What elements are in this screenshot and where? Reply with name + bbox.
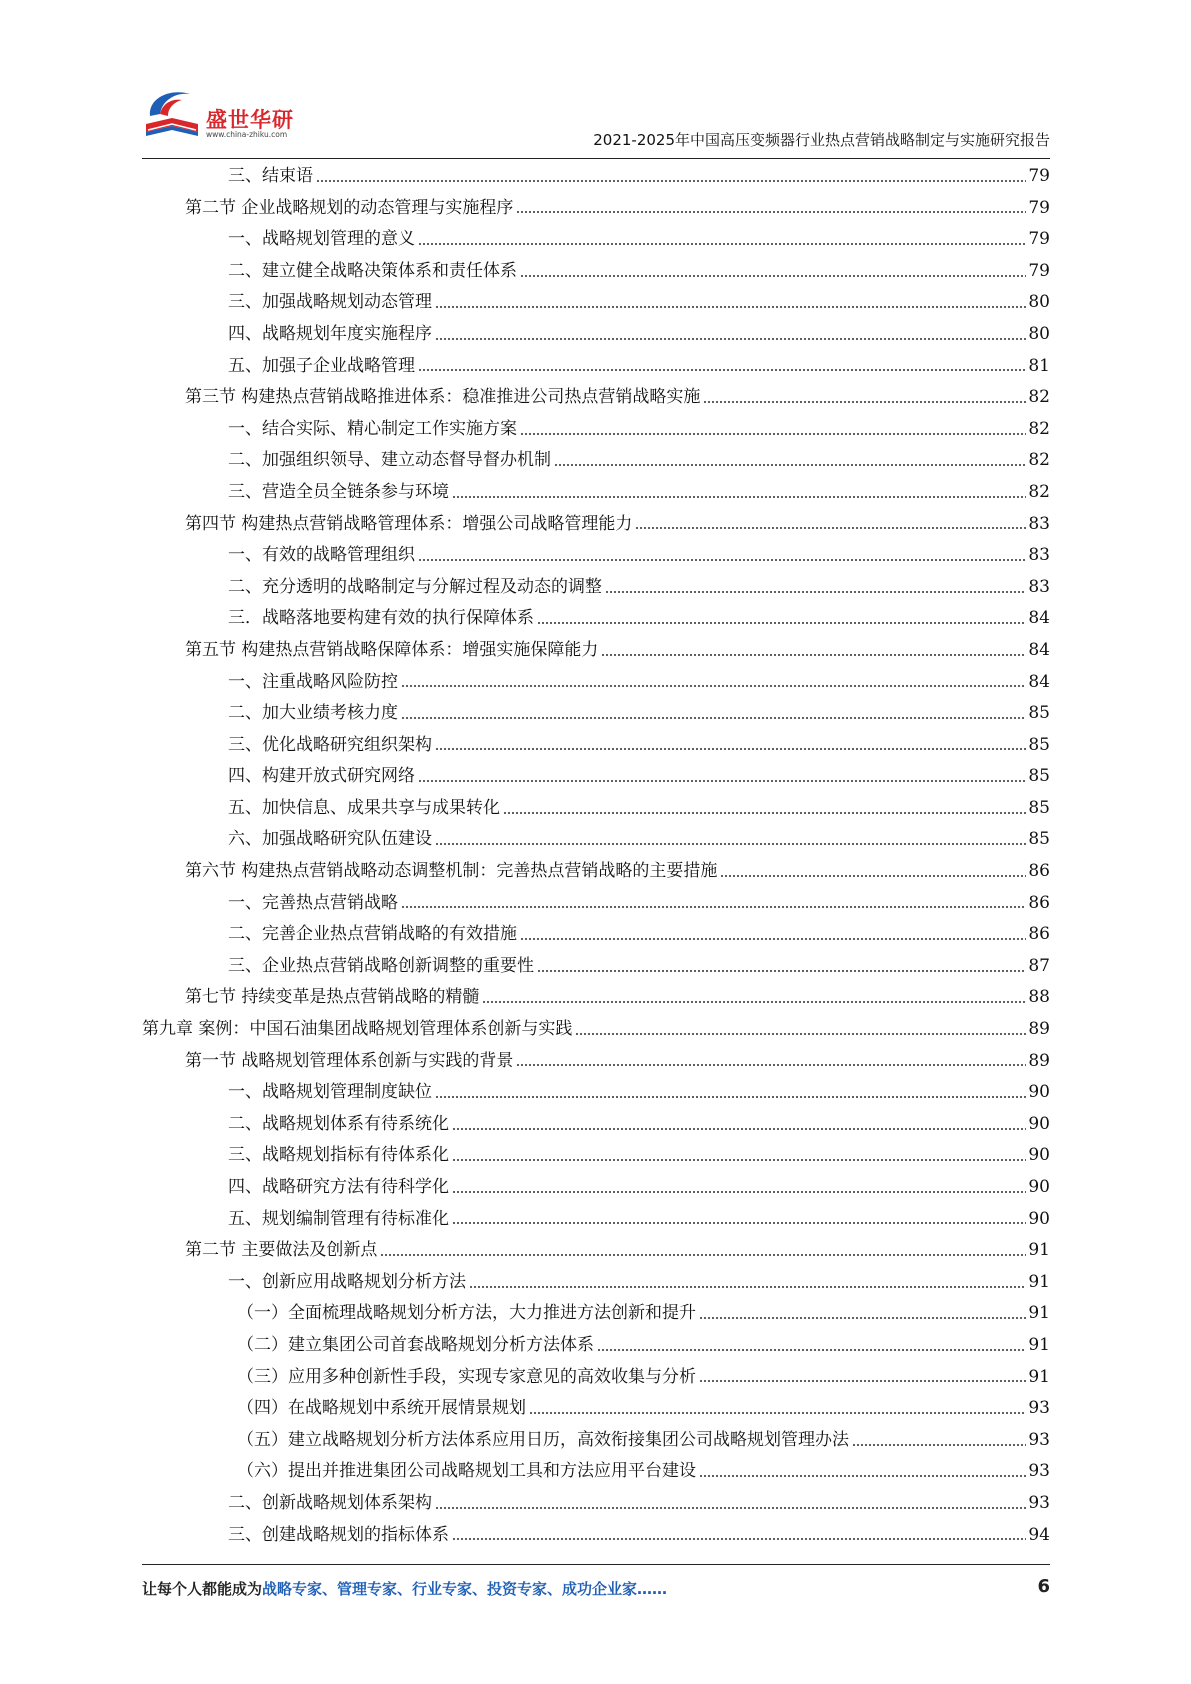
toc-entry-title: 三、战略规划指标有待体系化: [228, 1145, 449, 1166]
toc-entry-page: 91: [1028, 1271, 1050, 1292]
toc-entry[interactable]: [142, 982, 1050, 1014]
toc-entry[interactable]: [142, 445, 1050, 477]
toc-entry[interactable]: [142, 1298, 1050, 1330]
toc-dot-leader: [452, 1188, 1026, 1196]
toc-dot-leader: [452, 1156, 1026, 1164]
toc-entry[interactable]: [142, 414, 1050, 446]
toc-dot-leader: [435, 1504, 1026, 1512]
toc-entry[interactable]: [142, 540, 1050, 572]
toc-dot-leader: [452, 1219, 1026, 1227]
toc-entry-page: 82: [1028, 481, 1050, 502]
logo-url: www.china-zhiku.com: [206, 130, 288, 139]
toc-entry[interactable]: [142, 382, 1050, 414]
toc-entry-title: （三）应用多种创新性手段，实现专家意见的高效收集与分析: [237, 1366, 696, 1387]
toc-entry-page: 85: [1028, 766, 1050, 787]
toc-dot-leader: [469, 1283, 1026, 1291]
toc-entry-title: 第六节 构建热点营销战略动态调整机制：完善热点营销战略的主要措施: [185, 861, 718, 882]
toc-entry-title: 二、加强组织领导、建立动态督导督办机制: [228, 450, 551, 471]
toc-entry-page: 89: [1028, 1050, 1050, 1071]
toc-entry-page: 83: [1028, 513, 1050, 534]
toc-dot-leader: [852, 1441, 1026, 1449]
toc-entry-page: 84: [1028, 608, 1050, 629]
toc-dot-leader: [699, 1472, 1026, 1480]
toc-entry[interactable]: [142, 1172, 1050, 1204]
toc-entry-title: 第五节 构建热点营销战略保障体系：增强实施保障能力: [185, 639, 599, 660]
toc-entry-title: 一、战略规划管理的意义: [228, 229, 415, 250]
toc-entry[interactable]: [142, 888, 1050, 920]
toc-entry[interactable]: [142, 793, 1050, 825]
toc-dot-leader: [699, 1377, 1026, 1385]
toc-entry-title: （五）建立战略规划分析方法体系应用日历，高效衔接集团公司战略规划管理办法: [237, 1429, 849, 1450]
toc-entry[interactable]: [142, 635, 1050, 667]
toc-entry[interactable]: [142, 1014, 1050, 1046]
logo-name: 盛世华研: [206, 108, 294, 132]
toc-entry-page: 91: [1028, 1303, 1050, 1324]
report-title: 2021-2025年中国高压变频器行业热点营销战略制定与实施研究报告: [593, 131, 1050, 149]
toc-entry[interactable]: [142, 1267, 1050, 1299]
toc-entry-page: 80: [1028, 323, 1050, 344]
toc-entry-title: 第一节 战略规划管理体系创新与实践的背景: [185, 1050, 514, 1071]
toc-dot-leader: [435, 303, 1026, 311]
toc-dot-leader: [418, 240, 1026, 248]
toc-dot-leader: [418, 366, 1026, 374]
toc-entry-title: 三、加强战略规划动态管理: [228, 292, 432, 313]
toc-entry-page: 79: [1028, 197, 1050, 218]
toc-entry-title: 五、加强子企业战略管理: [228, 355, 415, 376]
toc-entry-title: 一、完善热点营销战略: [228, 892, 398, 913]
toc-dot-leader: [554, 461, 1026, 469]
toc-dot-leader: [699, 1314, 1026, 1322]
toc-entry-page: 82: [1028, 450, 1050, 471]
toc-entry-title: 二、建立健全战略决策体系和责任体系: [228, 260, 517, 281]
toc-entry-title: 二、加大业绩考核力度: [228, 703, 398, 724]
toc-dot-leader: [482, 998, 1026, 1006]
page-header: [142, 86, 1050, 156]
toc-entry[interactable]: [142, 856, 1050, 888]
toc-entry-title: 三、营造全员全链条参与环境: [228, 481, 449, 502]
toc-entry-page: 83: [1028, 576, 1050, 597]
toc-entry-title: （二）建立集团公司首套战略规划分析方法体系: [237, 1334, 594, 1355]
toc-entry-title: 第二节 企业战略规划的动态管理与实施程序: [185, 197, 514, 218]
toc-entry-page: 83: [1028, 545, 1050, 566]
toc-entry-page: 86: [1028, 924, 1050, 945]
toc-entry[interactable]: [142, 1488, 1050, 1520]
toc-entry[interactable]: [142, 1362, 1050, 1394]
toc-entry-page: 79: [1028, 260, 1050, 281]
toc-dot-leader: [452, 493, 1026, 501]
toc-entry-page: 81: [1028, 355, 1050, 376]
toc-entry-page: 90: [1028, 1145, 1050, 1166]
toc-entry[interactable]: [142, 603, 1050, 635]
toc-entry-page: 86: [1028, 861, 1050, 882]
toc-entry[interactable]: [142, 1109, 1050, 1141]
toc-entry-page: 82: [1028, 418, 1050, 439]
toc-entry-page: 85: [1028, 703, 1050, 724]
toc-entry-title: 四、战略规划年度实施程序: [228, 323, 432, 344]
toc-dot-leader: [516, 208, 1026, 216]
toc-entry-title: 一、注重战略风险防控: [228, 671, 398, 692]
toc-entry-title: 二、战略规划体系有待系统化: [228, 1113, 449, 1134]
toc-entry-title: 第七节 持续变革是热点营销战略的精髓: [185, 987, 480, 1008]
toc-entry-title: 一、结合实际、精心制定工作实施方案: [228, 418, 517, 439]
toc-dot-leader: [635, 524, 1026, 532]
toc-entry-page: 94: [1028, 1524, 1050, 1545]
toc-dot-leader: [537, 619, 1026, 627]
toc-entry-page: 87: [1028, 955, 1050, 976]
toc-entry-title: 一、创新应用战略规划分析方法: [228, 1271, 466, 1292]
toc-entry-title: 三、优化战略研究组织架构: [228, 734, 432, 755]
toc-entry-title: 四、战略研究方法有待科学化: [228, 1177, 449, 1197]
toc-entry-title: 一、战略规划管理制度缺位: [228, 1082, 432, 1103]
toc-dot-leader: [520, 272, 1026, 280]
toc-entry-page: 84: [1028, 671, 1050, 692]
toc-dot-leader: [380, 1251, 1026, 1259]
toc-entry-page: 91: [1028, 1334, 1050, 1355]
toc-entry-title: 第九章 案例：中国石油集团战略规划管理体系创新与实践: [142, 1019, 573, 1040]
toc-entry[interactable]: [142, 1520, 1050, 1552]
toc-entry[interactable]: [142, 1235, 1050, 1267]
toc-entry[interactable]: [142, 761, 1050, 793]
toc-dot-leader: [516, 1061, 1026, 1069]
toc-entry-title: 一、有效的战略管理组织: [228, 545, 415, 566]
toc-entry-page: 79: [1028, 166, 1050, 186]
toc-dot-leader: [520, 430, 1026, 438]
toc-entry-page: 91: [1028, 1366, 1050, 1387]
toc-entry-title: （四）在战略规划中系统开展情景规划: [237, 1398, 526, 1419]
toc-entry-title: （六）提出并推进集团公司战略规划工具和方法应用平台建设: [237, 1461, 696, 1482]
toc-entry-page: 85: [1028, 734, 1050, 755]
toc-entry-page: 93: [1028, 1429, 1050, 1450]
toc-entry[interactable]: [142, 698, 1050, 730]
toc-entry-title: （一）全面梳理战略规划分析方法，大力推进方法创新和提升: [237, 1303, 696, 1324]
toc-dot-leader: [720, 872, 1026, 880]
toc-entry[interactable]: [142, 1393, 1050, 1425]
toc-entry[interactable]: [142, 730, 1050, 762]
toc-entry-title: 三、创建战略规划的指标体系: [228, 1524, 449, 1545]
company-logo: [142, 86, 332, 146]
toc-entry-page: 82: [1028, 387, 1050, 408]
toc-entry-title: 第二节 主要做法及创新点: [185, 1240, 378, 1261]
toc-entry-page: 85: [1028, 829, 1050, 850]
toc-entry[interactable]: [142, 572, 1050, 604]
toc-entry-title: 五、加快信息、成果共享与成果转化: [228, 797, 500, 818]
toc-entry-title: 六、加强战略研究队伍建设: [228, 829, 432, 850]
toc-entry-title: 三．战略落地要构建有效的执行保障体系: [228, 608, 534, 629]
toc-entry[interactable]: [142, 161, 1050, 193]
toc-dot-leader: [575, 1030, 1026, 1038]
toc-dot-leader: [401, 903, 1026, 911]
toc-entry-title: 第三节 构建热点营销战略推进体系：稳准推进公司热点营销战略实施: [185, 387, 701, 408]
toc-entry[interactable]: [142, 1456, 1050, 1488]
toc-dot-leader: [401, 682, 1026, 690]
toc-entry-page: 90: [1028, 1113, 1050, 1134]
toc-entry[interactable]: [142, 1046, 1050, 1078]
toc-entry-page: 84: [1028, 639, 1050, 660]
toc-entry[interactable]: [142, 509, 1050, 541]
toc-dot-leader: [401, 714, 1026, 722]
toc-entry-page: 89: [1028, 1019, 1050, 1040]
toc-entry[interactable]: [142, 919, 1050, 951]
toc-dot-leader: [452, 1535, 1026, 1543]
toc-entry-page: 90: [1028, 1208, 1050, 1229]
toc-entry-title: 二、充分透明的战略制定与分解过程及动态的调整: [228, 576, 602, 597]
toc-dot-leader: [452, 1125, 1026, 1133]
toc-entry-title: 二、创新战略规划体系架构: [228, 1492, 432, 1513]
toc-dot-leader: [418, 777, 1026, 785]
toc-dot-leader: [529, 1409, 1026, 1417]
toc-entry-page: 80: [1028, 292, 1050, 313]
slogan-highlight: 战略专家、管理专家、行业专家、投资专家、成功企业家: [262, 1580, 638, 1598]
toc-entry[interactable]: [142, 1077, 1050, 1109]
toc-dot-leader: [435, 745, 1026, 753]
toc-dot-leader: [605, 588, 1026, 596]
toc-entry-title: 二、完善企业热点营销战略的有效措施: [228, 924, 517, 945]
toc-entry-page: 79: [1028, 229, 1050, 250]
page-number: 6: [1037, 1576, 1050, 1597]
toc-entry-page: 93: [1028, 1461, 1050, 1482]
toc-entry-page: 93: [1028, 1492, 1050, 1513]
toc-entry-title: 五、规划编制管理有待标准化: [228, 1208, 449, 1229]
toc-dot-leader: [435, 1093, 1026, 1101]
book-swoosh-logo-icon: [142, 86, 204, 144]
toc-entry-page: 88: [1028, 987, 1050, 1008]
toc-entry[interactable]: [142, 256, 1050, 288]
footer-divider: [142, 1564, 1050, 1565]
toc-dot-leader: [435, 335, 1026, 343]
header-divider: [142, 158, 1050, 159]
toc-entry[interactable]: [142, 1425, 1050, 1457]
toc-entry-title: 四、构建开放式研究网络: [228, 766, 415, 787]
toc-dot-leader: [597, 1346, 1026, 1354]
slogan-prefix: 让每个人都能成为: [142, 1580, 263, 1598]
toc-entry[interactable]: [142, 951, 1050, 983]
page-footer: [142, 1578, 1050, 1608]
toc-entry-page: 85: [1028, 797, 1050, 818]
toc-dot-leader: [537, 967, 1026, 975]
toc-entry[interactable]: [142, 351, 1050, 383]
toc-dot-leader: [316, 177, 1026, 185]
table-of-contents: [142, 161, 1050, 1551]
toc-entry[interactable]: [142, 1330, 1050, 1362]
toc-entry-title: 三、企业热点营销战略创新调整的重要性: [228, 955, 534, 976]
slogan-suffix: ……: [637, 1580, 668, 1598]
toc-dot-leader: [418, 556, 1026, 564]
toc-entry-title: 第四节 构建热点营销战略管理体系：增强公司战略管理能力: [185, 513, 633, 534]
toc-entry-page: 90: [1028, 1082, 1050, 1103]
toc-entry[interactable]: [142, 1204, 1050, 1236]
toc-dot-leader: [520, 935, 1026, 943]
toc-entry[interactable]: [142, 667, 1050, 699]
toc-entry-page: 93: [1028, 1398, 1050, 1419]
toc-entry[interactable]: [142, 824, 1050, 856]
toc-entry[interactable]: [142, 477, 1050, 509]
toc-dot-leader: [435, 840, 1026, 848]
toc-entry[interactable]: [142, 1140, 1050, 1172]
toc-entry-page: 91: [1028, 1240, 1050, 1261]
toc-entry[interactable]: [142, 193, 1050, 225]
toc-dot-leader: [703, 398, 1026, 406]
toc-entry[interactable]: [142, 287, 1050, 319]
toc-entry-page: 86: [1028, 892, 1050, 913]
toc-entry-page: 90: [1028, 1177, 1050, 1197]
toc-dot-leader: [601, 651, 1026, 659]
toc-dot-leader: [503, 809, 1026, 817]
footer-slogan: [142, 1578, 667, 1599]
toc-entry-title: 三、结束语: [228, 166, 313, 186]
toc-entry[interactable]: [142, 224, 1050, 256]
toc-entry[interactable]: [142, 319, 1050, 351]
